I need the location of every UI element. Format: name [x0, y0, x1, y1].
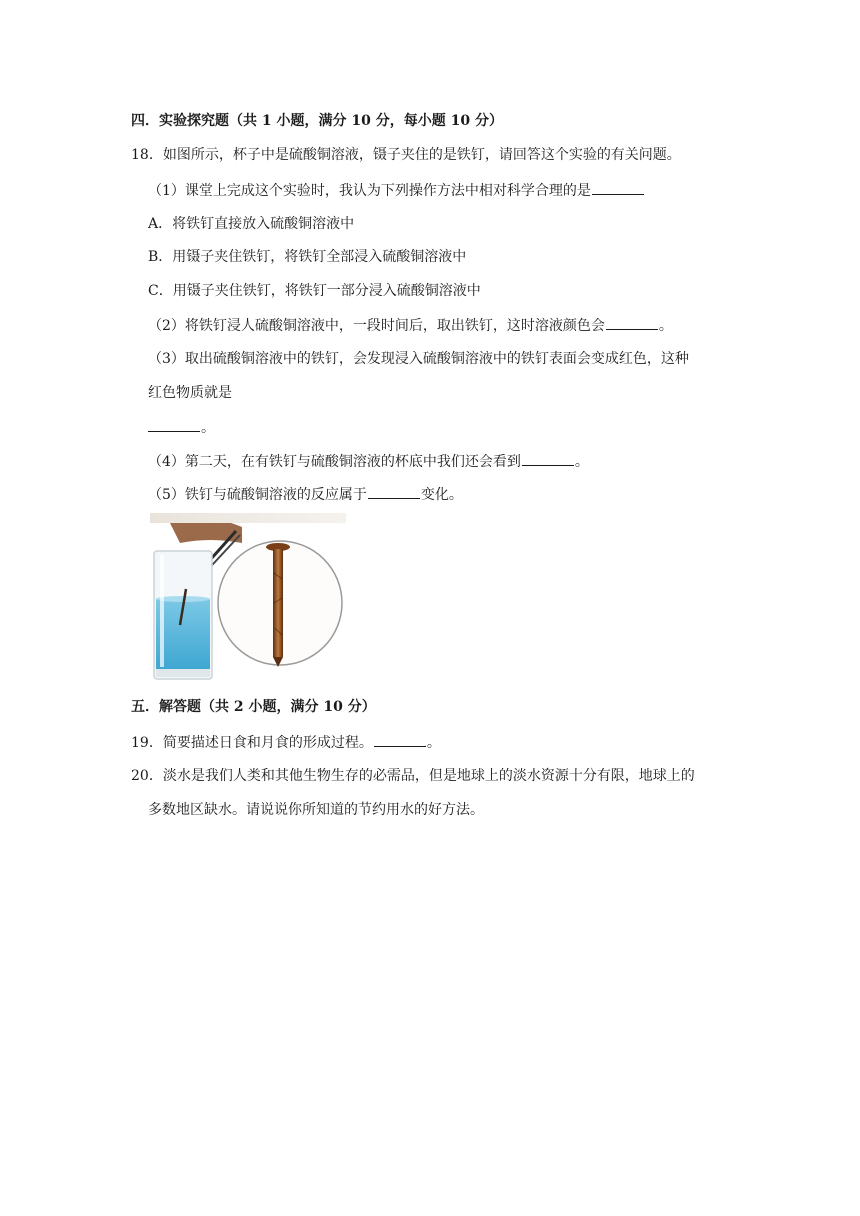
question-18-part-1: [148, 180, 645, 201]
option-a: A．将铁钉直接放入硫酸铜溶液中: [148, 216, 355, 232]
glass-beaker: [154, 551, 212, 679]
option-c: C．用镊子夹住铁钉，将铁钉一部分浸入硫酸铜溶液中: [148, 283, 481, 299]
option-b: B．用镊子夹住铁钉，将铁钉全部浸入硫酸铜溶液中: [148, 249, 467, 265]
question-18-part-3-line-1: （3）取出硫酸铜溶液中的铁钉，会发现浸入硫酸铜溶液中的铁钉表面会变成红色，这种: [148, 351, 689, 367]
question-18-part-5: [148, 484, 463, 505]
part-2-end: 。: [658, 318, 673, 334]
part-4-text: （4）第二天，在有铁钉与硫酸铜溶液的杯底中我们还会看到: [148, 454, 521, 470]
part-3-end: 。: [201, 420, 215, 436]
part-4-end: 。: [574, 454, 589, 470]
part-2-text: （2）将铁钉浸人硫酸铜溶液中，一段时间后，取出铁钉，这时溶液颜色会: [148, 318, 605, 334]
question-19-text: 19．简要描述日食和月食的形成过程。: [131, 735, 373, 751]
question-18-part-4: [148, 451, 589, 472]
part-5-end: 变化。: [420, 487, 463, 503]
answer-blank[interactable]: [374, 732, 426, 747]
answer-blank[interactable]: [522, 451, 574, 466]
section-4-heading: 四．实验探究题（共 1 小题，满分 10 分，每小题 10 分）: [131, 113, 503, 129]
question-18-part-3-line-3: [148, 417, 215, 438]
part-5-text: （5）铁钉与硫酸铜溶液的反应属于: [148, 487, 367, 503]
question-19-end: 。: [426, 735, 441, 751]
question-18-stem: 18．如图所示，杯子中是硫酸铜溶液，镊子夹住的是铁钉，请回答这个实验的有关问题。: [131, 147, 681, 163]
answer-blank[interactable]: [148, 417, 200, 432]
question-19: [131, 732, 441, 753]
question-20-line-1: 20．淡水是我们人类和其他生物生存的必需品，但是地球上的淡水资源十分有限，地球上的: [131, 768, 695, 784]
magnified-nail-view: [218, 541, 342, 667]
question-18-part-2: [148, 315, 673, 336]
answer-blank[interactable]: [606, 315, 658, 330]
experiment-figure: [150, 513, 346, 687]
question-18-part-3-line-2: 红色物质就是: [148, 385, 232, 401]
question-20-line-2: 多数地区缺水。请说说你所知道的节约用水的好方法。: [148, 802, 484, 818]
answer-blank[interactable]: [368, 484, 420, 499]
part-1-text: （1）课堂上完成这个实验时，我认为下列操作方法中相对科学合理的是: [148, 183, 591, 199]
answer-blank[interactable]: [592, 180, 644, 195]
section-5-heading: 五．解答题（共 2 小题，满分 10 分）: [131, 699, 376, 715]
